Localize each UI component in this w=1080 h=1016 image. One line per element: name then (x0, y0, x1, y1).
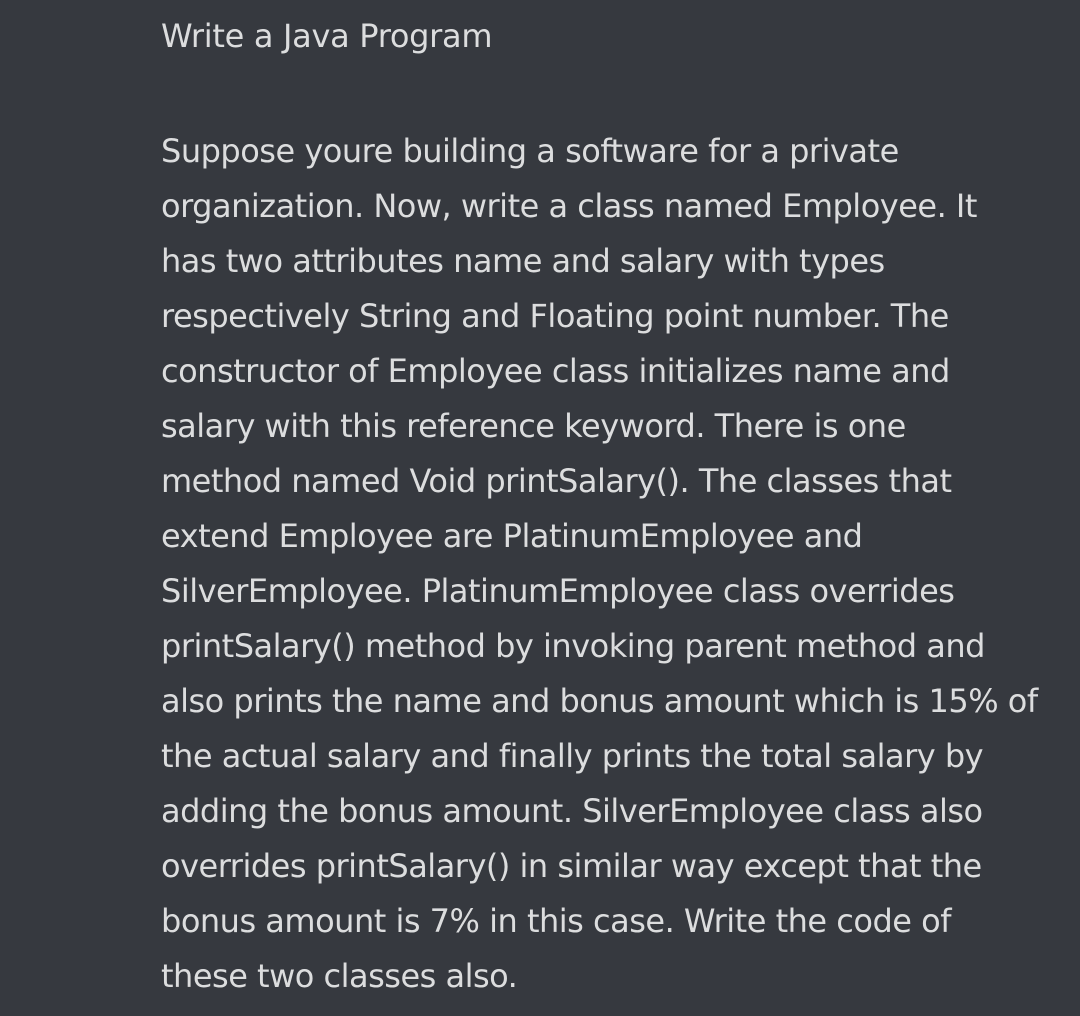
message-line: respectively String and Floating point number. The (161, 297, 949, 335)
message-line: SilverEmployee. PlatinumEmployee class overrides (161, 572, 955, 610)
chat-message (161, 14, 1061, 1004)
message-line: Suppose youre building a software for a private (161, 132, 899, 170)
message-line: bonus amount is 7% in this case. Write the code of (161, 902, 951, 940)
message-line: also prints the name and bonus amount which is 15% of (161, 682, 1038, 720)
message-line: organization. Now, write a class named Employee. It (161, 187, 977, 225)
message-line: printSalary() method by invoking parent method and (161, 627, 985, 665)
message-line: extend Employee are PlatinumEmployee and (161, 517, 863, 555)
message-line: the actual salary and finally prints the total salary by (161, 737, 984, 775)
message-title: Write a Java Program (161, 17, 493, 55)
message-line: method named Void printSalary(). The classes that (161, 462, 952, 500)
message-line: has two attributes name and salary with types (161, 242, 885, 280)
message-body (161, 58, 1061, 1004)
message-line: adding the bonus amount. SilverEmployee class also (161, 792, 983, 830)
message-line: overrides printSalary() in similar way except that the (161, 847, 982, 885)
message-line: constructor of Employee class initializes name and (161, 352, 950, 390)
message-line: salary with this reference keyword. There is one (161, 407, 906, 445)
message-line: these two classes also. (161, 957, 518, 995)
